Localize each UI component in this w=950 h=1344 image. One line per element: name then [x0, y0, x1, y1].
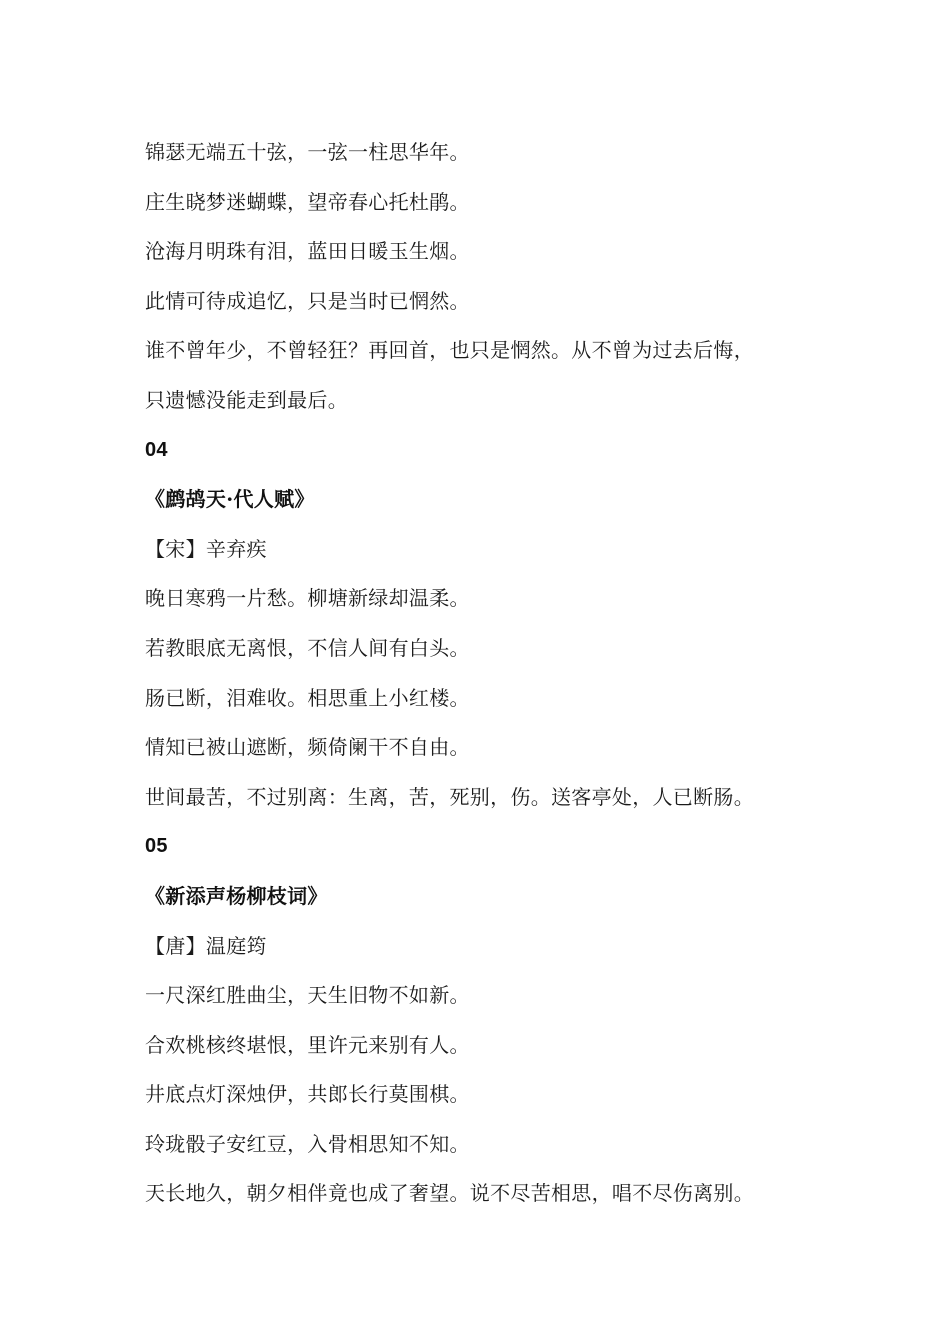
poem-line: 晚日寒鸦一片愁。柳塘新绿却温柔。 [145, 586, 470, 611]
poem-line: 庄生晓梦迷蝴蝶，望帝春心托杜鹃。 [145, 189, 470, 214]
section-number: 05 [145, 835, 168, 858]
poem-title: 《鹧鸪天·代人赋》 [145, 487, 315, 512]
commentary-line: 世间最苦，不过别离：生离，苦，死别，伤。送客亭处，人已断肠。 [145, 784, 754, 809]
document-body [145, 128, 845, 1219]
poem-author: 【唐】温庭筠 [145, 933, 267, 958]
poem-line: 合欢桃核终堪恨，里许元来别有人。 [145, 1032, 470, 1057]
section-number: 04 [145, 438, 168, 461]
commentary-line: 谁不曾年少，不曾轻狂？再回首，也只是惘然。从不曾为过去后悔， [145, 338, 754, 363]
poem-line: 沧海月明珠有泪，蓝田日暖玉生烟。 [145, 239, 470, 264]
poem-line: 情知已被山遮断，频倚阑干不自由。 [145, 735, 470, 760]
poem-line: 此情可待成追忆，只是当时已惘然。 [145, 288, 470, 313]
poem-line: 一尺深红胜曲尘，天生旧物不如新。 [145, 983, 470, 1008]
poem-author: 【宋】辛弃疾 [145, 536, 267, 561]
poem-title: 《新添声杨柳枝词》 [145, 883, 328, 908]
poem-line: 若教眼底无离恨，不信人间有白头。 [145, 635, 470, 660]
poem-line: 井底点灯深烛伊，共郎长行莫围棋。 [145, 1082, 470, 1107]
poem-line: 锦瑟无端五十弦，一弦一柱思华年。 [145, 140, 470, 164]
poem-line: 玲珑骰子安红豆，入骨相思知不知。 [145, 1131, 470, 1156]
poem-line: 肠已断，泪难收。相思重上小红楼。 [145, 685, 470, 710]
commentary-line: 只遗憾没能走到最后。 [145, 387, 348, 412]
commentary-line: 天长地久，朝夕相伴竟也成了奢望。说不尽苦相思，唱不尽伤离别。 [145, 1181, 754, 1206]
